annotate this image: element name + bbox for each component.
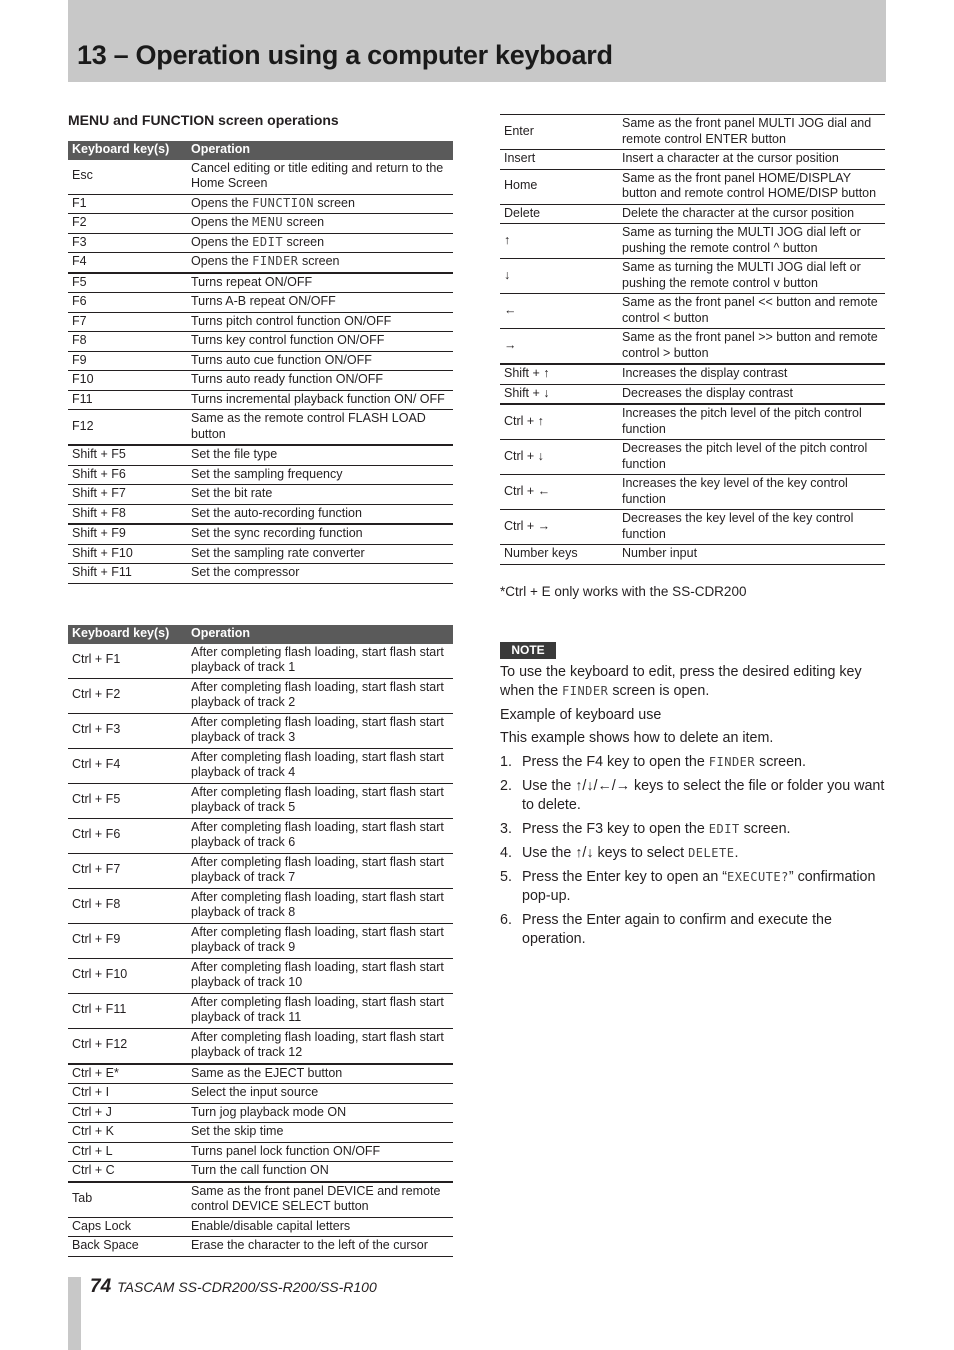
table-row	[68, 958, 453, 993]
key-cell: ↑	[500, 224, 618, 259]
key-cell: F11	[68, 390, 187, 410]
key-cell: Ctrl + E*	[68, 1064, 187, 1084]
table-row	[68, 332, 453, 352]
table-row	[68, 410, 453, 446]
operation-cell: Turns A-B repeat ON/OFF	[187, 293, 453, 313]
table-row	[68, 1103, 453, 1123]
key-cell: ↓	[500, 259, 618, 294]
key-cell: F5	[68, 273, 187, 293]
key-cell: Tab	[68, 1182, 187, 1218]
operation-cell: Erase the character to the left of the cursor	[187, 1237, 453, 1257]
table-row	[68, 888, 453, 923]
operation-cell: Turns pitch control function ON/OFF	[187, 312, 453, 332]
operation-cell: Decreases the key level of the key control function	[618, 510, 885, 545]
table-row	[68, 390, 453, 410]
operation-cell: After completing flash loading, start flash start playback of track 6	[187, 818, 453, 853]
page-footer	[90, 1276, 377, 1298]
key-cell: Shift + F6	[68, 465, 187, 485]
table-row	[68, 1064, 453, 1084]
key-cell: Number keys	[500, 545, 618, 565]
key-cell: Ctrl + ←	[500, 475, 618, 510]
table-row	[68, 678, 453, 713]
key-cell: →	[500, 329, 618, 365]
operation-cell: Opens the EDIT screen	[187, 233, 453, 253]
operation-cell: After completing flash loading, start flash start playback of track 9	[187, 923, 453, 958]
example-intro: This example shows how to delete an item.	[500, 730, 774, 746]
operation-cell: Increases the key level of the key control function	[618, 475, 885, 510]
key-cell: F12	[68, 410, 187, 446]
operation-cell: After completing flash loading, start flash start playback of track 8	[187, 888, 453, 923]
key-cell: F9	[68, 351, 187, 371]
key-cell: F3	[68, 233, 187, 253]
table-row	[500, 364, 885, 384]
key-cell: F10	[68, 371, 187, 391]
table-row	[68, 371, 453, 391]
table-row	[68, 713, 453, 748]
operation-cell: After completing flash loading, start flash start playback of track 2	[187, 678, 453, 713]
table-row	[500, 384, 885, 404]
table-row	[68, 644, 453, 679]
key-cell: F7	[68, 312, 187, 332]
operation-cell: Same as turning the MULTI JOG dial left or pushing the remote control ^ button	[618, 224, 885, 259]
table-row	[68, 504, 453, 524]
operation-cell: Increases the pitch level of the pitch control function	[618, 404, 885, 440]
operation-cell: Opens the MENU screen	[187, 214, 453, 234]
operation-cell: Turns auto cue function ON/OFF	[187, 351, 453, 371]
table-row	[68, 1142, 453, 1162]
operation-cell: After completing flash loading, start flash start playback of track 12	[187, 1028, 453, 1064]
table-row	[68, 253, 453, 273]
key-cell: Ctrl + I	[68, 1084, 187, 1104]
navigation-keys-table	[500, 114, 885, 565]
step-number: 2.	[500, 778, 512, 794]
table-row	[500, 150, 885, 170]
operation-cell: Same as the front panel MULTI JOG dial and remote control ENTER button	[618, 115, 885, 150]
operation-cell: Set the bit rate	[187, 485, 453, 505]
table-row	[68, 273, 453, 293]
key-cell: Ctrl + F2	[68, 678, 187, 713]
key-cell: Ctrl + →	[500, 510, 618, 545]
key-cell: Ctrl + F5	[68, 783, 187, 818]
table-row	[68, 1182, 453, 1218]
operation-cell: After completing flash loading, start flash start playback of track 11	[187, 993, 453, 1028]
note-badge: NOTE	[500, 642, 556, 659]
footnote: *Ctrl + E only works with the SS-CDR200	[500, 584, 747, 599]
operation-cell: Same as the EJECT button	[187, 1064, 453, 1084]
note-text: To use the keyboard to edit, press the desired editing key when the FINDER screen is open.	[500, 664, 862, 699]
table-row	[68, 194, 453, 214]
operation-cell: Turns auto ready function ON/OFF	[187, 371, 453, 391]
operation-cell: Set the file type	[187, 445, 453, 465]
key-cell: Shift + F8	[68, 504, 187, 524]
operation-cell: Same as the front panel HOME/DISPLAY button and remote control HOME/DISP button	[618, 169, 885, 204]
operation-cell: After completing flash loading, start flash start playback of track 10	[187, 958, 453, 993]
example-title: Example of keyboard use	[500, 707, 662, 723]
key-cell: Shift + ↑	[500, 364, 618, 384]
table-row	[68, 1217, 453, 1237]
operation-cell: Set the sampling rate converter	[187, 544, 453, 564]
table-row	[500, 169, 885, 204]
footer-bar	[68, 1277, 81, 1350]
key-cell: Ctrl + F6	[68, 818, 187, 853]
table-row	[68, 818, 453, 853]
table-row	[500, 510, 885, 545]
step-number: 3.	[500, 821, 512, 837]
table-row	[68, 524, 453, 544]
table-row	[68, 445, 453, 465]
step-number: 1.	[500, 754, 512, 770]
list-item	[500, 911, 890, 949]
table-row	[500, 204, 885, 224]
table-row	[500, 404, 885, 440]
key-cell: Shift + F10	[68, 544, 187, 564]
step-text: Use the ↑/↓ keys to select DELETE.	[522, 845, 739, 861]
operation-cell: Same as the front panel DEVICE and remote control DEVICE SELECT button	[187, 1182, 453, 1218]
operation-cell: Decreases the display contrast	[618, 384, 885, 404]
step-text: Press the Enter again to confirm and execute the operation.	[522, 912, 832, 947]
key-cell: Esc	[68, 160, 187, 195]
step-text: Press the F4 key to open the FINDER screen.	[522, 754, 806, 770]
key-cell: F2	[68, 214, 187, 234]
operation-cell: Turns panel lock function ON/OFF	[187, 1142, 453, 1162]
table-row	[68, 564, 453, 584]
table-row	[68, 485, 453, 505]
operation-cell: Insert a character at the cursor position	[618, 150, 885, 170]
operation-cell: After completing flash loading, start flash start playback of track 4	[187, 748, 453, 783]
page-number: 74	[90, 1276, 112, 1297]
operation-cell: Set the skip time	[187, 1123, 453, 1143]
operation-cell: Enable/disable capital letters	[187, 1217, 453, 1237]
table-row	[500, 115, 885, 150]
list-item	[500, 868, 890, 906]
operation-cell: Delete the character at the cursor position	[618, 204, 885, 224]
section-heading: MENU and FUNCTION screen operations	[68, 112, 339, 128]
key-cell: F6	[68, 293, 187, 313]
step-text: Press the F3 key to open the EDIT screen.	[522, 821, 791, 837]
key-cell: F8	[68, 332, 187, 352]
list-item	[500, 844, 890, 863]
key-cell: Shift + F9	[68, 524, 187, 544]
table-row	[68, 1084, 453, 1104]
key-cell: Ctrl + ↑	[500, 404, 618, 440]
table-row	[68, 1162, 453, 1182]
key-cell: Home	[500, 169, 618, 204]
operation-cell: Set the sampling frequency	[187, 465, 453, 485]
table-row	[68, 465, 453, 485]
key-cell: Shift + ↓	[500, 384, 618, 404]
key-cell: Shift + F5	[68, 445, 187, 465]
function-keys-table	[68, 141, 453, 584]
table-row	[500, 259, 885, 294]
step-number: 4.	[500, 845, 512, 861]
ctrl-keys-table	[68, 625, 453, 1257]
table-row	[68, 214, 453, 234]
table-row	[68, 923, 453, 958]
operation-cell: Set the sync recording function	[187, 524, 453, 544]
operation-cell: After completing flash loading, start flash start playback of track 1	[187, 644, 453, 679]
key-cell: Ctrl + F10	[68, 958, 187, 993]
key-cell: Ctrl + C	[68, 1162, 187, 1182]
key-cell: Ctrl + F12	[68, 1028, 187, 1064]
table-row	[500, 329, 885, 365]
key-cell: Caps Lock	[68, 1217, 187, 1237]
table-row	[500, 440, 885, 475]
table-row	[68, 293, 453, 313]
key-cell: ←	[500, 294, 618, 329]
operation-cell: Turn jog playback mode ON	[187, 1103, 453, 1123]
list-item	[500, 820, 890, 839]
table-row	[68, 1123, 453, 1143]
operation-cell: Opens the FINDER screen	[187, 253, 453, 273]
key-cell: Ctrl + F4	[68, 748, 187, 783]
key-cell: Ctrl + F7	[68, 853, 187, 888]
table-row	[68, 160, 453, 195]
key-cell: Delete	[500, 204, 618, 224]
operation-cell: After completing flash loading, start flash start playback of track 5	[187, 783, 453, 818]
step-text: Press the Enter key to open an “EXECUTE?” confirmation pop-up.	[522, 869, 876, 904]
key-cell: Ctrl + F11	[68, 993, 187, 1028]
table-row	[68, 1237, 453, 1257]
column-header-key: Keyboard key(s)	[68, 625, 187, 644]
operation-cell: Opens the FUNCTION screen	[187, 194, 453, 214]
table-row	[68, 1028, 453, 1064]
operation-cell: After completing flash loading, start flash start playback of track 3	[187, 713, 453, 748]
key-cell: Ctrl + F1	[68, 644, 187, 679]
operation-cell: Decreases the pitch level of the pitch control function	[618, 440, 885, 475]
operation-cell: Same as the front panel << button and remote control < button	[618, 294, 885, 329]
operation-cell: Same as turning the MULTI JOG dial left or pushing the remote control v button	[618, 259, 885, 294]
key-cell: Enter	[500, 115, 618, 150]
operation-cell: Turns incremental playback function ON/ OFF	[187, 390, 453, 410]
key-cell: F4	[68, 253, 187, 273]
key-cell: Ctrl + F3	[68, 713, 187, 748]
operation-cell: Cancel editing or title editing and return to the Home Screen	[187, 160, 453, 195]
table-row	[68, 544, 453, 564]
key-cell: Ctrl + ↓	[500, 440, 618, 475]
key-cell: Back Space	[68, 1237, 187, 1257]
table-row	[68, 351, 453, 371]
table-row	[68, 233, 453, 253]
step-number: 6.	[500, 912, 512, 928]
key-cell: Ctrl + F9	[68, 923, 187, 958]
table-row	[500, 545, 885, 565]
operation-cell: Set the auto-recording function	[187, 504, 453, 524]
key-cell: Ctrl + F8	[68, 888, 187, 923]
key-cell: Shift + F7	[68, 485, 187, 505]
key-cell: F1	[68, 194, 187, 214]
list-item	[500, 753, 890, 772]
model-name: TASCAM SS-CDR200/SS-R200/SS-R100	[117, 1279, 377, 1295]
operation-cell: Turn the call function ON	[187, 1162, 453, 1182]
operation-cell: Turns repeat ON/OFF	[187, 273, 453, 293]
column-header-operation: Operation	[187, 625, 453, 644]
key-cell: Insert	[500, 150, 618, 170]
operation-cell: Same as the front panel >> button and remote control > button	[618, 329, 885, 365]
operation-cell: After completing flash loading, start flash start playback of track 7	[187, 853, 453, 888]
table-row	[500, 294, 885, 329]
operation-cell: Turns key control function ON/OFF	[187, 332, 453, 352]
chapter-title: 13 – Operation using a computer keyboard	[77, 40, 613, 70]
chapter-header	[68, 0, 886, 82]
key-cell: Shift + F11	[68, 564, 187, 584]
table-row	[68, 312, 453, 332]
step-number: 5.	[500, 869, 512, 885]
operation-cell: Same as the remote control FLASH LOAD button	[187, 410, 453, 446]
table-row	[500, 224, 885, 259]
operation-cell: Set the compressor	[187, 564, 453, 584]
table-row	[68, 993, 453, 1028]
table-row	[68, 783, 453, 818]
column-header-operation: Operation	[187, 141, 453, 160]
list-item	[500, 777, 890, 815]
operation-cell: Increases the display contrast	[618, 364, 885, 384]
table-row	[68, 853, 453, 888]
key-cell: Ctrl + K	[68, 1123, 187, 1143]
steps-list	[500, 753, 890, 954]
key-cell: Ctrl + J	[68, 1103, 187, 1123]
column-header-key: Keyboard key(s)	[68, 141, 187, 160]
operation-cell: Select the input source	[187, 1084, 453, 1104]
key-cell: Ctrl + L	[68, 1142, 187, 1162]
table-row	[68, 748, 453, 783]
operation-cell: Number input	[618, 545, 885, 565]
table-row	[500, 475, 885, 510]
step-text: Use the ↑/↓/←/→ keys to select the file or folder you want to delete.	[522, 778, 885, 813]
